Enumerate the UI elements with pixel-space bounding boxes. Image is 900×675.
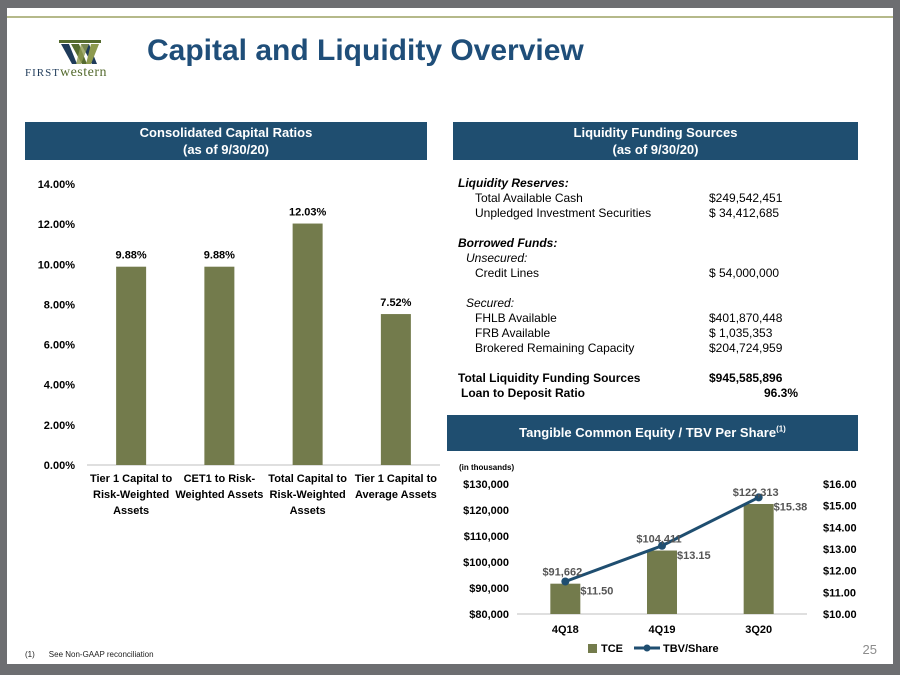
total-label: Total Liquidity Funding Sources — [458, 371, 641, 385]
liquidity-row — [458, 251, 798, 266]
legend-tce-label: TCE — [601, 643, 623, 655]
right-tick-label: $10.00 — [823, 609, 857, 621]
right-tick-label: $15.00 — [823, 500, 857, 513]
y-tick-label: 0.00% — [43, 460, 75, 472]
secured-text: Secured — [466, 296, 511, 310]
category-label: Average Assets — [355, 489, 437, 501]
right-tick-label: $16.00 — [823, 479, 857, 491]
category-label: Risk-Weighted — [93, 489, 170, 501]
credit-value: $ 54,000,000 — [709, 266, 780, 280]
footnote — [25, 650, 154, 659]
liquidity-row — [458, 236, 798, 251]
left-tick-label: $80,000 — [469, 609, 509, 621]
liquidity-header-line2: (as of 9/30/20) — [612, 142, 699, 157]
y-tick-label: 4.00% — [43, 379, 75, 392]
category-label: 4Q19 — [648, 624, 676, 636]
logo-first: FIRST — [25, 67, 60, 79]
unsecured-label: Unsecured: — [466, 251, 528, 265]
liquidity-header — [453, 122, 858, 160]
left-tick-label: $120,000 — [463, 505, 509, 517]
frb-value: $ 1,035,353 — [709, 326, 773, 340]
borrowed-heading: Borrowed Funds: — [458, 236, 558, 250]
tbv-value-label: $15.38 — [773, 501, 808, 514]
y-tick-label: 10.00% — [37, 259, 75, 272]
footnote-mark: (1) — [25, 650, 35, 659]
y-tick-label: 12.00% — [37, 219, 75, 232]
cash-label: Total Available Cash — [475, 191, 583, 205]
tce-tbv-chart — [447, 454, 887, 660]
footnote-text: See Non-GAAP reconciliation — [48, 650, 154, 659]
top-divider — [7, 16, 893, 18]
tce-header — [447, 415, 858, 451]
capital-ratios-chart — [25, 178, 445, 533]
liquidity-row — [458, 386, 798, 401]
category-label: Assets — [113, 505, 150, 517]
capital-bar — [293, 224, 323, 465]
liquidity-row — [458, 176, 798, 191]
secured-label: Secured: — [466, 296, 515, 310]
legend-tce-swatch — [588, 644, 597, 653]
y-tick-label: 14.00% — [37, 179, 75, 191]
liquidity-row — [458, 191, 798, 206]
frb-label: FRB Available — [475, 326, 551, 340]
legend-tbv-marker — [644, 645, 651, 652]
category-label: CET1 to Risk- — [183, 473, 256, 485]
tce-bar — [647, 551, 677, 614]
liquidity-row — [458, 341, 798, 356]
category-label: 4Q18 — [551, 624, 579, 636]
tbv-point — [561, 578, 569, 586]
tce-value-label: $91,662 — [542, 566, 583, 579]
y-tick-label: 8.00% — [43, 299, 75, 312]
fhlb-label: FHLB Available — [475, 311, 557, 325]
right-tick-label: $13.00 — [823, 544, 857, 556]
unit-note: (in thousands) — [459, 463, 515, 472]
tbv-value-label: $11.50 — [580, 585, 614, 598]
liquidity-row — [458, 326, 798, 341]
right-tick-label: $11.00 — [823, 587, 857, 600]
y-tick-label: 6.00% — [43, 339, 75, 352]
fhlb-value: $401,870,448 — [709, 311, 783, 325]
category-label: Risk-Weighted — [269, 489, 346, 501]
liquidity-row — [458, 371, 798, 386]
tce-header-text: Tangible Common Equity / TBV Per Share — [519, 425, 777, 440]
capital-header-line1: Consolidated Capital Ratios — [139, 125, 313, 140]
tbv-value-label: $13.15 — [677, 549, 711, 562]
unpledged-label: Unpledged Investment Securities — [475, 206, 652, 220]
capital-ratios-header — [25, 122, 427, 160]
capital-bar — [204, 267, 234, 465]
category-label: Total Capital to — [268, 473, 347, 485]
category-label: Tier 1 Capital to — [89, 473, 173, 485]
total-value: $945,585,896 — [709, 371, 783, 385]
category-label: Assets — [289, 505, 326, 517]
liquidity-row — [458, 296, 798, 311]
slide — [7, 8, 893, 664]
unpledged-value: $ 34,412,685 — [709, 206, 780, 220]
category-label: Weighted Assets — [175, 489, 264, 501]
bar-value-label: 7.52% — [380, 297, 412, 310]
tce-bar — [550, 584, 580, 614]
legend-tbv-label: TBV/Share — [663, 643, 719, 655]
liquidity-header-line1: Liquidity Funding Sources — [573, 125, 738, 140]
right-tick-label: $14.00 — [823, 522, 857, 535]
capital-header-line2: (as of 9/30/20) — [183, 142, 269, 157]
liquidity-row — [458, 311, 798, 326]
brokered-label: Brokered Remaining Capacity — [475, 341, 635, 355]
reserves-heading: Liquidity Reserves: — [458, 176, 569, 190]
page-title: Capital and Liquidity Overview — [147, 34, 584, 67]
category-label: Tier 1 Capital to — [354, 473, 438, 485]
left-tick-label: $110,000 — [463, 531, 509, 543]
logo-wordmark — [25, 65, 107, 81]
left-tick-label: $90,000 — [469, 583, 509, 595]
credit-label: Credit Lines — [475, 266, 540, 280]
tce-value-label: $122,313 — [732, 486, 779, 499]
left-tick-label: $130,000 — [463, 479, 509, 491]
right-tick-label: $12.00 — [823, 565, 857, 578]
unsecured-text: Unsecured — [466, 251, 525, 265]
left-tick-label: $100,000 — [463, 557, 509, 569]
bar-value-label: 12.03% — [288, 206, 327, 219]
bar-value-label: 9.88% — [115, 249, 147, 262]
cash-value: $249,542,451 — [709, 191, 783, 205]
y-tick-label: 2.00% — [43, 419, 75, 432]
liquidity-row — [458, 266, 798, 281]
category-label: 3Q20 — [745, 624, 773, 636]
logo-second: western — [59, 65, 108, 80]
capital-bar — [381, 314, 411, 465]
page-number: 25 — [862, 642, 877, 657]
tce-value-label: $104,411 — [636, 533, 682, 546]
bar-value-label: 9.88% — [203, 249, 235, 262]
brokered-value: $204,724,959 — [709, 341, 783, 355]
tce-header-sup: (1) — [776, 424, 786, 434]
tce-bar — [744, 504, 774, 614]
ltd-value: 96.3% — [763, 386, 798, 400]
capital-bar — [116, 267, 146, 465]
ltd-label: Loan to Deposit Ratio — [461, 386, 585, 400]
liquidity-row — [458, 206, 798, 221]
